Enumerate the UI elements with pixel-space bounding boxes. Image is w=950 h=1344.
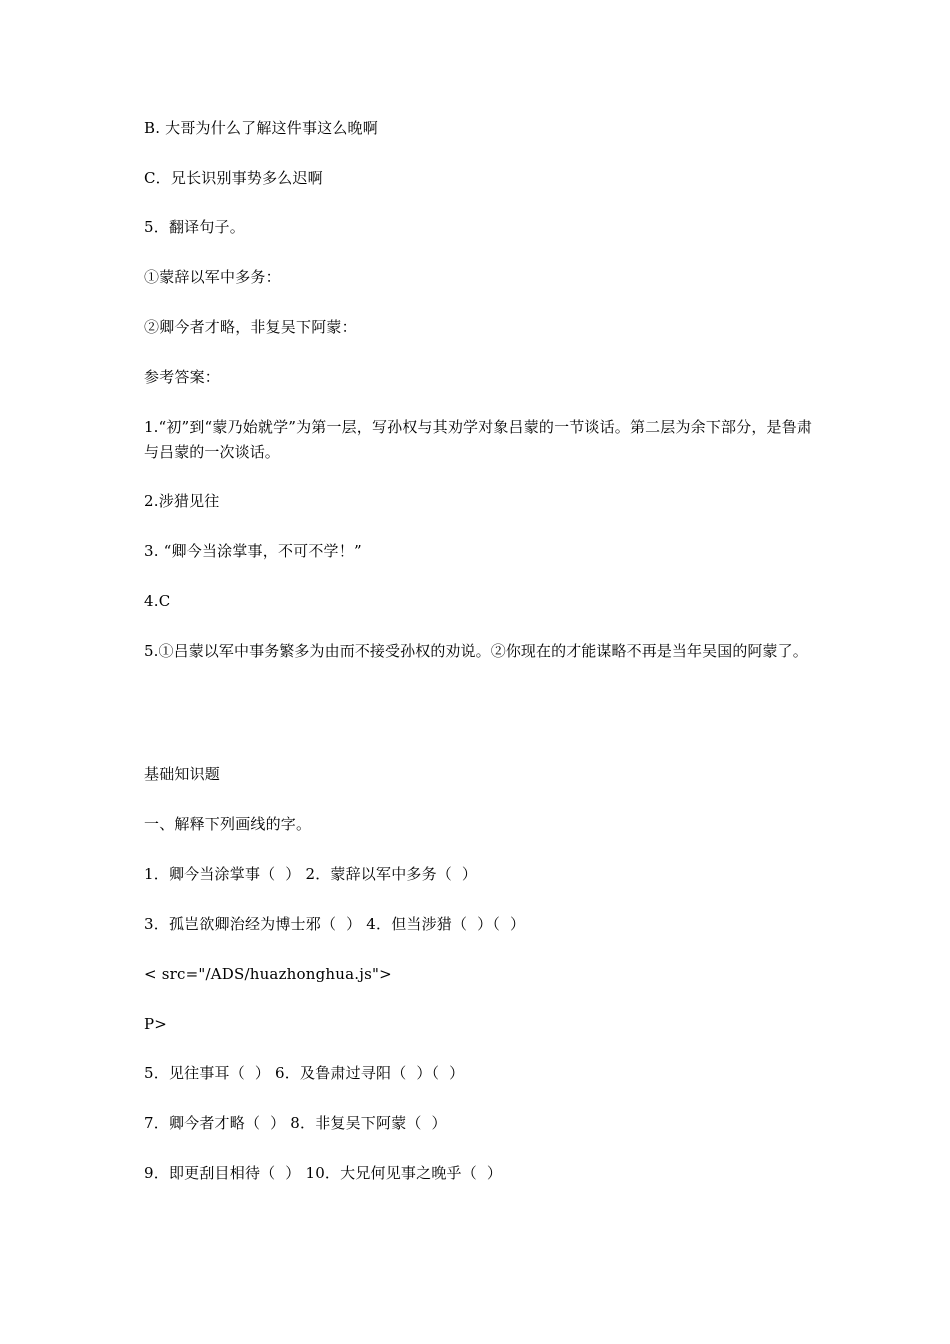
exercise-1-heading: 一、解释下列画线的字。 xyxy=(144,815,312,833)
answer-2: 2.涉猎见往 xyxy=(144,492,220,510)
exercise-item-1-2: 1．卿今当涂掌事（ ） 2．蒙辞以军中多务（ ） xyxy=(144,865,478,883)
exercise-item-9-10: 9．即更刮目相待（ ） 10．大兄何见事之晚乎（ ） xyxy=(144,1164,503,1182)
exercise-item-7-8: 7．卿今者才略（ ） 8．非复吴下阿蒙（ ） xyxy=(144,1114,447,1132)
answer-4: 4.C xyxy=(144,592,171,610)
answer-5: 5.①吕蒙以军中事务繁多为由而不接受孙权的劝说。②你现在的才能谋略不再是当年吴国的阿蒙了。 xyxy=(144,642,808,660)
answer-1: 1.“初”到“蒙乃始就学”为第一层，写孙权与其劝学对象吕蒙的一节谈话。第二层为余下部分，是鲁肃与吕蒙的一次谈话。 xyxy=(144,418,812,461)
script-artifact-text: < src="/ADS/huazhonghua.js"> xyxy=(144,965,392,983)
exercise-item-3-4: 3．孤岂欲卿治经为博士邪（ ） 4．但当涉猎（ ）（ ） xyxy=(144,915,526,933)
answer-3: 3. “卿今当涂掌事，不可不学！” xyxy=(144,542,362,560)
option-c: C．兄长识别事势多么迟啊 xyxy=(144,169,323,187)
section-title: 基础知识题 xyxy=(144,765,221,783)
sentence-1: ①蒙辞以军中多务： xyxy=(144,268,281,286)
p-tag-artifact-text: P> xyxy=(144,1015,168,1033)
option-b: B. 大哥为什么了解这件事这么晚啊 xyxy=(144,119,378,137)
answers-heading: 参考答案： xyxy=(144,368,221,386)
sentence-2: ②卿今者才略，非复吴下阿蒙： xyxy=(144,318,357,336)
question-5-heading: 5．翻译句子。 xyxy=(144,218,245,236)
exercise-item-5-6: 5．见往事耳（ ） 6．及鲁肃过寻阳（ ）（ ） xyxy=(144,1064,465,1082)
